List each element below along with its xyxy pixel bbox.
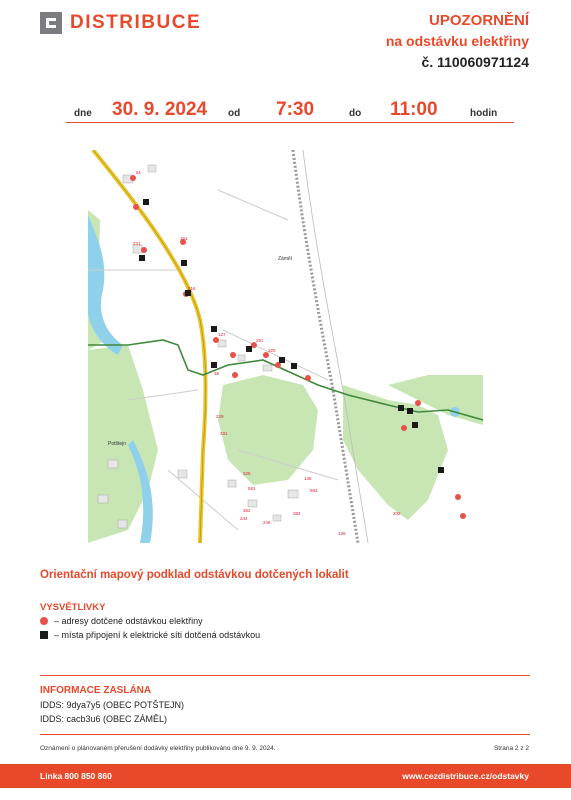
address-number-label: 229 <box>216 414 224 419</box>
legend-address <box>40 616 203 626</box>
red-dot-icon <box>40 617 48 625</box>
website-link[interactable]: www.cezdistribuce.cz/odstavky <box>402 771 529 781</box>
to-prefix: do <box>349 108 362 119</box>
address-number-label: 581 <box>248 486 256 491</box>
forest-area <box>218 375 318 485</box>
address-number-label: 216 <box>188 286 196 291</box>
notice-title: UPOZORNĚNÍ <box>428 12 529 29</box>
divider <box>40 675 530 676</box>
legend-address-label: – adresy dotčené odstávkou elektřiny <box>54 616 203 626</box>
map-caption: Orientační mapový podklad odstávkou dotčených lokalit <box>40 569 349 581</box>
address-number-label: 382 <box>293 511 301 516</box>
address-number-label: 61 <box>136 170 142 175</box>
address-number-label: 151 <box>180 236 188 241</box>
cez-logo-mark <box>40 12 62 34</box>
address-number-label: 202 <box>393 511 401 516</box>
address-number-label: 135 <box>304 476 312 481</box>
address-number-label: 136 <box>338 531 346 536</box>
date-prefix: dne <box>74 108 92 119</box>
address-number-label: 583 <box>310 488 318 493</box>
info-title: INFORMACE ZASLÁNA <box>40 685 152 696</box>
info-line-1: IDDS: 9dya7y5 (OBEC POTŠTEJN) <box>40 700 185 710</box>
notice-number: č. 110060971124 <box>421 54 529 70</box>
from-time: 7:30 <box>276 99 315 120</box>
from-prefix: od <box>228 108 241 119</box>
black-square-icon <box>40 631 48 639</box>
page-number: Strana 2 z 2 <box>493 745 529 752</box>
road-label: Potštejn <box>108 441 127 447</box>
address-number-label: 325 <box>243 471 251 476</box>
notice-header <box>386 10 529 73</box>
notice-subtitle: na odstávku elektřiny <box>385 33 529 49</box>
address-number-label: 320 <box>268 348 276 353</box>
divider <box>40 734 530 735</box>
hotline: Linka 800 850 860 <box>40 771 112 781</box>
address-number-label: 352 <box>243 508 251 513</box>
to-time: 11:00 <box>390 99 438 120</box>
footer-bar <box>0 764 571 788</box>
road-line <box>303 150 368 543</box>
outage-date: 30. 9. 2024 <box>112 99 208 120</box>
cez-logo <box>40 12 201 34</box>
railway <box>293 150 358 543</box>
legend-point <box>40 630 260 640</box>
outage-schedule <box>66 96 514 123</box>
address-number-label: 38 <box>214 371 220 376</box>
info-line-2: IDDS: cacb3u6 (OBEC ZÁMĚL) <box>40 714 168 724</box>
publication-note: Oznámení o plánovaném přerušení dodávky elektřiny publikováno dne 9. 9. 2024. <box>40 745 276 752</box>
address-number-label: 291 <box>256 338 264 343</box>
address-number-label: 231 <box>133 241 141 246</box>
map-canvas <box>88 150 483 543</box>
hours-suffix: hodin <box>470 108 498 119</box>
address-number-label: 331 <box>220 431 228 436</box>
legend-title: VYSVĚTLIVKY <box>40 602 106 613</box>
place-label: Záměl <box>278 256 292 262</box>
address-number-label: 245 <box>263 520 271 525</box>
address-number-label: 127 <box>218 332 226 337</box>
address-number-label: 244 <box>240 516 248 521</box>
legend-point-label: – místa připojení k elektrické síti dotčená odstávkou <box>54 630 261 640</box>
brand-name: DISTRIBUCE <box>70 12 202 33</box>
outage-map <box>88 150 483 543</box>
